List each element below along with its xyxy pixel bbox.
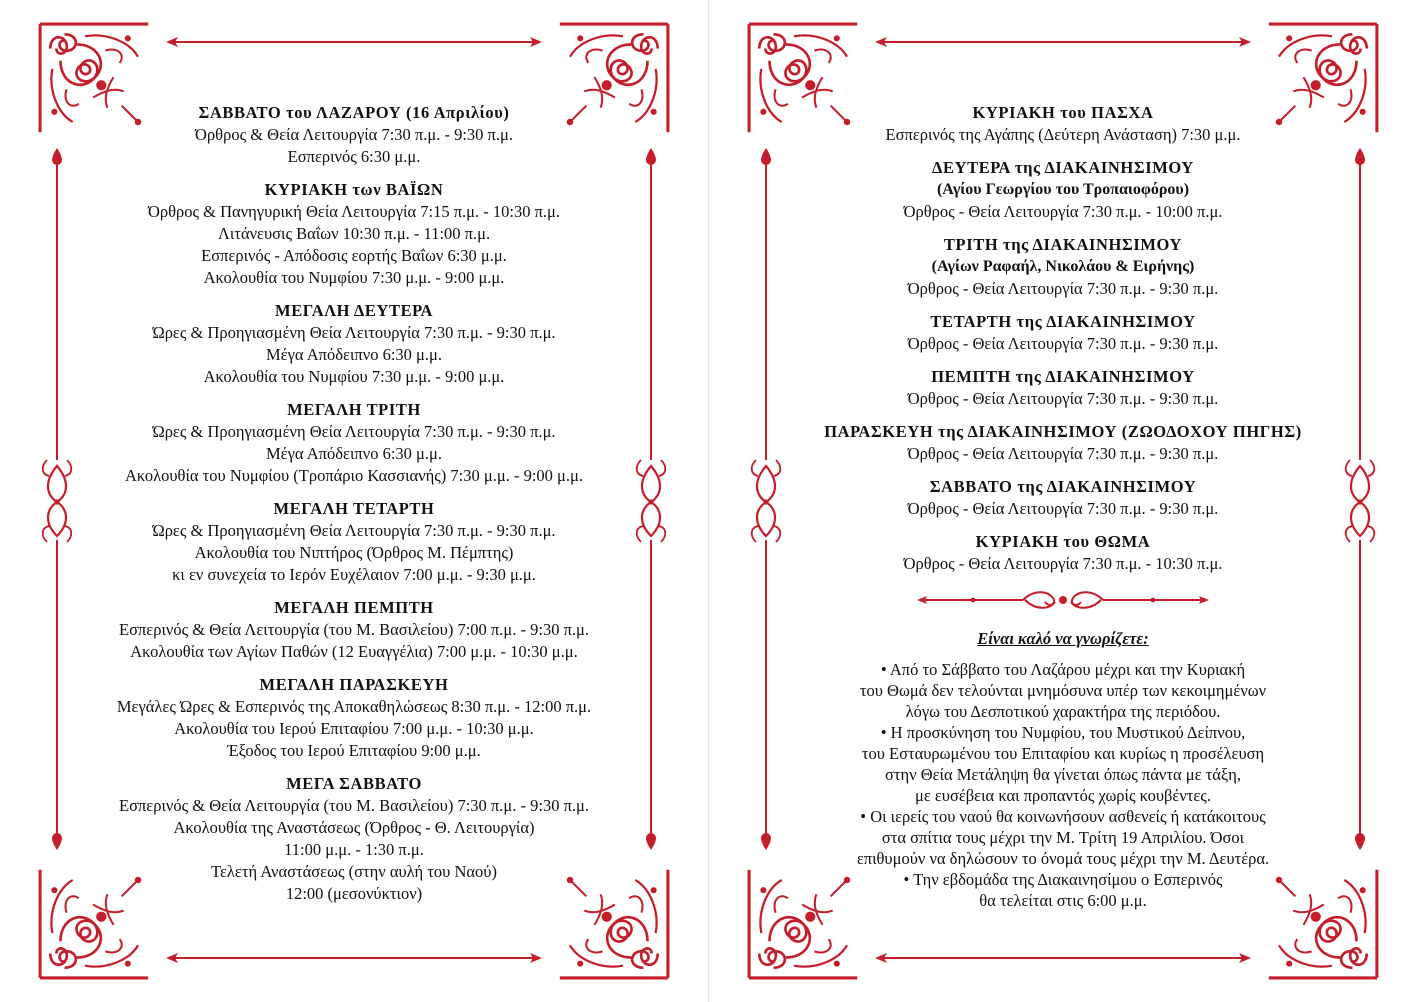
service-line: Όρθρος - Θεία Λειτουργία 7:30 π.μ. - 9:30 π.μ. — [907, 279, 1219, 298]
service-line: Όρθρος - Θεία Λειτουργία 7:30 π.μ. - 9:30 π.μ. — [907, 334, 1219, 353]
schedule-day-bright-saturday — [769, 476, 1357, 520]
day-title: ΜΕΓΑΛΗ ΤΡΙΤΗ — [287, 400, 421, 419]
service-line: Όρθρος - Θεία Λειτουργία 7:30 π.μ. - 10:30 π.μ. — [903, 554, 1223, 573]
service-line: Όρθρος - Θεία Λειτουργία 7:30 π.μ. - 9:30 π.μ. — [907, 389, 1219, 408]
note-line: επιθυμούν να δηλώσουν το όνομά τους μέχρι την Μ. Δευτέρα. — [856, 849, 1270, 868]
service-line: Ώρες & Προηγιασμένη Θεία Λειτουργία 7:30 π.μ. - 9:30 π.μ. — [152, 521, 556, 540]
note-line: του Εσταυρωμένου του Επιταφίου και κυρίως η προσέλευση — [861, 744, 1265, 763]
service-line: Έξοδος του Ιερού Επιταφίου 9:00 μ.μ. — [227, 741, 481, 760]
service-line: κι εν συνεχεία το Ιερόν Ευχέλαιον 7:00 μ.μ. - 9:30 μ.μ. — [172, 565, 536, 584]
schedule-day-holy-tuesday — [40, 399, 668, 487]
schedule-day-holy-saturday — [40, 773, 668, 905]
schedule-day-bright-monday — [769, 157, 1357, 223]
schedule-day-holy-friday — [40, 674, 668, 762]
schedule-day-bright-tuesday — [769, 234, 1357, 300]
right-page — [709, 0, 1417, 1002]
day-title: ΠΕΜΠΤΗ της ΔΙΑΚΑΙΝΗΣΙΜΟΥ — [931, 367, 1195, 386]
day-title: ΣΑΒΒΑΤΟ της ΔΙΑΚΑΙΝΗΣΙΜΟΥ — [929, 477, 1197, 496]
notes-heading: Είναι καλό να γνωρίζετε: — [977, 629, 1149, 648]
schedule-day-palm-sunday — [40, 179, 668, 289]
service-line: Ακολουθία του Νυμφίου 7:30 μ.μ. - 9:00 μ.μ. — [203, 367, 505, 386]
service-line: Όρθρος - Θεία Λειτουργία 7:30 π.μ. - 9:30 π.μ. — [907, 499, 1219, 518]
day-title: ΜΕΓΑΛΗ ΠΕΜΠΤΗ — [274, 598, 434, 617]
day-subtitle: (Αγίων Ραφαήλ, Νικολάου & Ειρήνης) — [931, 258, 1195, 275]
day-title: ΜΕΓΑΛΗ ΔΕΥΤΕΡΑ — [275, 301, 433, 320]
schedule-day-pascha — [769, 102, 1357, 146]
service-line: Όρθρος & Θεία Λειτουργία 7:30 π.μ. - 9:30 π.μ. — [195, 125, 513, 144]
day-title: ΣΑΒΒΑΤΟ του ΛΑΖΑΡΟΥ (16 Απριλίου) — [198, 103, 510, 122]
note-line: με ευσέβεια και προπαντός χωρίς κουβέντες. — [914, 786, 1212, 805]
service-line: Μέγα Απόδειπνο 6:30 μ.μ. — [266, 345, 442, 364]
day-title: ΜΕΓΑΛΗ ΠΑΡΑΣΚΕΥΗ — [259, 675, 449, 694]
note-line: στα σπίτια τους μέχρι την Μ. Τρίτη 19 Απριλίου. Όσοι — [881, 828, 1245, 847]
day-title: ΜΕΓΑ ΣΑΒΒΑΤΟ — [286, 774, 422, 793]
schedule-day-holy-thursday — [40, 597, 668, 663]
service-line: Εσπερινός & Θεία Λειτουργία (του Μ. Βασιλείου) 7:30 π.μ. - 9:30 π.μ. — [119, 796, 589, 815]
service-line: Μεγάλες Ώρες & Εσπερινός της Αποκαθηλώσεως 8:30 π.μ. - 12:00 π.μ. — [116, 697, 592, 716]
day-title: ΚΥΡΙΑΚΗ του ΘΩΜΑ — [975, 532, 1151, 551]
service-line: Εσπερινός 6:30 μ.μ. — [287, 147, 421, 166]
schedule-day-thomas-sunday — [769, 531, 1357, 575]
service-line: Τελετή Αναστάσεως (στην αυλή του Ναού) — [211, 862, 497, 881]
service-line: Λιτάνευσις Βαΐων 10:30 π.μ. - 11:00 π.μ. — [217, 224, 491, 243]
service-line: 11:00 μ.μ. - 1:30 π.μ. — [284, 840, 424, 859]
note-line: λόγω του Δεσποτικού χαρακτήρα της περιόδου. — [905, 702, 1221, 721]
note-line: θα τελείται στις 6:00 μ.μ. — [979, 891, 1147, 910]
schedule-day-bright-friday — [769, 421, 1357, 465]
schedule-day-lazarus-saturday — [40, 102, 668, 168]
service-line: Ακολουθία του Νυμφίου 7:30 μ.μ. - 9:00 μ.μ. — [203, 268, 505, 287]
day-title: ΠΑΡΑΣΚΕΥΗ της ΔΙΑΚΑΙΝΗΣΙΜΟΥ (ΖΩΟΔΟΧΟΥ ΠΗΓΗΣ) — [824, 422, 1302, 441]
note-line: • Οι ιερείς του ναού θα κοινωνήσουν ασθενείς ή κατάκοιτους — [860, 807, 1266, 826]
service-line: Εσπερινός & Θεία Λειτουργία (του Μ. Βασιλείου) 7:00 π.μ. - 9:30 π.μ. — [119, 620, 589, 639]
service-line: Όρθρος - Θεία Λειτουργία 7:30 π.μ. - 9:30 π.μ. — [907, 444, 1219, 463]
service-line: Ακολουθία του Ιερού Επιταφίου 7:00 μ.μ. - 10:30 μ.μ. — [174, 719, 534, 738]
service-line: Όρθρος - Θεία Λειτουργία 7:30 π.μ. - 10:00 π.μ. — [903, 202, 1223, 221]
schedule-day-holy-monday — [40, 300, 668, 388]
note-line: του Θωμά δεν τελούνται μνημόσυνα υπέρ των κεκοιμημένων — [859, 681, 1267, 700]
schedule-day-bright-wednesday — [769, 311, 1357, 355]
day-title: ΚΥΡΙΑΚΗ του ΠΑΣΧΑ — [972, 103, 1154, 122]
note-line: • Η προσκύνηση του Νυμφίου, του Μυστικού Δείπνου, — [880, 723, 1246, 742]
service-line: 12:00 (μεσονύκτιον) — [285, 884, 423, 903]
service-line: Ακολουθία του Νυμφίου (Τροπάριο Κασσιανής) 7:30 μ.μ. - 9:00 μ.μ. — [125, 466, 583, 485]
service-line: Ακολουθία της Αναστάσεως (Όρθρος - Θ. Λειτουργία) — [173, 818, 535, 837]
section-divider-ornament — [913, 586, 1213, 614]
day-title: ΜΕΓΑΛΗ ΤΕΤΑΡΤΗ — [273, 499, 435, 518]
left-schedule — [40, 102, 668, 916]
service-line: Όρθρος & Πανηγυρική Θεία Λειτουργία 7:15 π.μ. - 10:30 π.μ. — [147, 202, 561, 221]
day-title: ΤΕΤΑΡΤΗ της ΔΙΑΚΑΙΝΗΣΙΜΟΥ — [930, 312, 1196, 331]
service-line: Εσπερινός της Αγάπης (Δεύτερη Ανάσταση) 7:30 μ.μ. — [885, 125, 1241, 144]
service-line: Ώρες & Προηγιασμένη Θεία Λειτουργία 7:30 π.μ. - 9:30 π.μ. — [152, 422, 556, 441]
service-line: Ώρες & Προηγιασμένη Θεία Λειτουργία 7:30 π.μ. - 9:30 π.μ. — [152, 323, 556, 342]
service-line: Ακολουθία του Νιπτήρος (Όρθρος Μ. Πέμπτης) — [194, 543, 514, 562]
right-schedule — [769, 102, 1357, 911]
day-title: ΔΕΥΤΕΡΑ της ΔΙΑΚΑΙΝΗΣΙΜΟΥ — [932, 158, 1194, 177]
day-title: ΚΥΡΙΑΚΗ των ΒΑΪΩΝ — [264, 180, 444, 199]
note-line: • Από το Σάββατο του Λαζάρου μέχρι και την Κυριακή — [880, 660, 1246, 679]
notes-section — [769, 628, 1357, 911]
note-line: • Την εβδομάδα της Διακαινησίμου ο Εσπερινός — [903, 870, 1223, 889]
service-line: Μέγα Απόδειπνο 6:30 μ.μ. — [266, 444, 442, 463]
schedule-day-bright-thursday — [769, 366, 1357, 410]
service-line: Ακολουθία των Αγίων Παθών (12 Ευαγγέλια) 7:00 μ.μ. - 10:30 μ.μ. — [130, 642, 578, 661]
day-subtitle: (Αγίου Γεωργίου του Τροπαιοφόρου) — [936, 181, 1190, 198]
day-title: ΤΡΙΤΗ της ΔΙΑΚΑΙΝΗΣΙΜΟΥ — [943, 235, 1183, 254]
schedule-day-holy-wednesday — [40, 498, 668, 586]
left-page — [0, 0, 708, 1002]
service-line: Εσπερινός - Απόδοσις εορτής Βαΐων 6:30 μ.μ. — [201, 246, 507, 265]
note-line: στην Θεία Μετάληψη θα γίνεται όπως πάντα με τάξη, — [884, 765, 1242, 784]
